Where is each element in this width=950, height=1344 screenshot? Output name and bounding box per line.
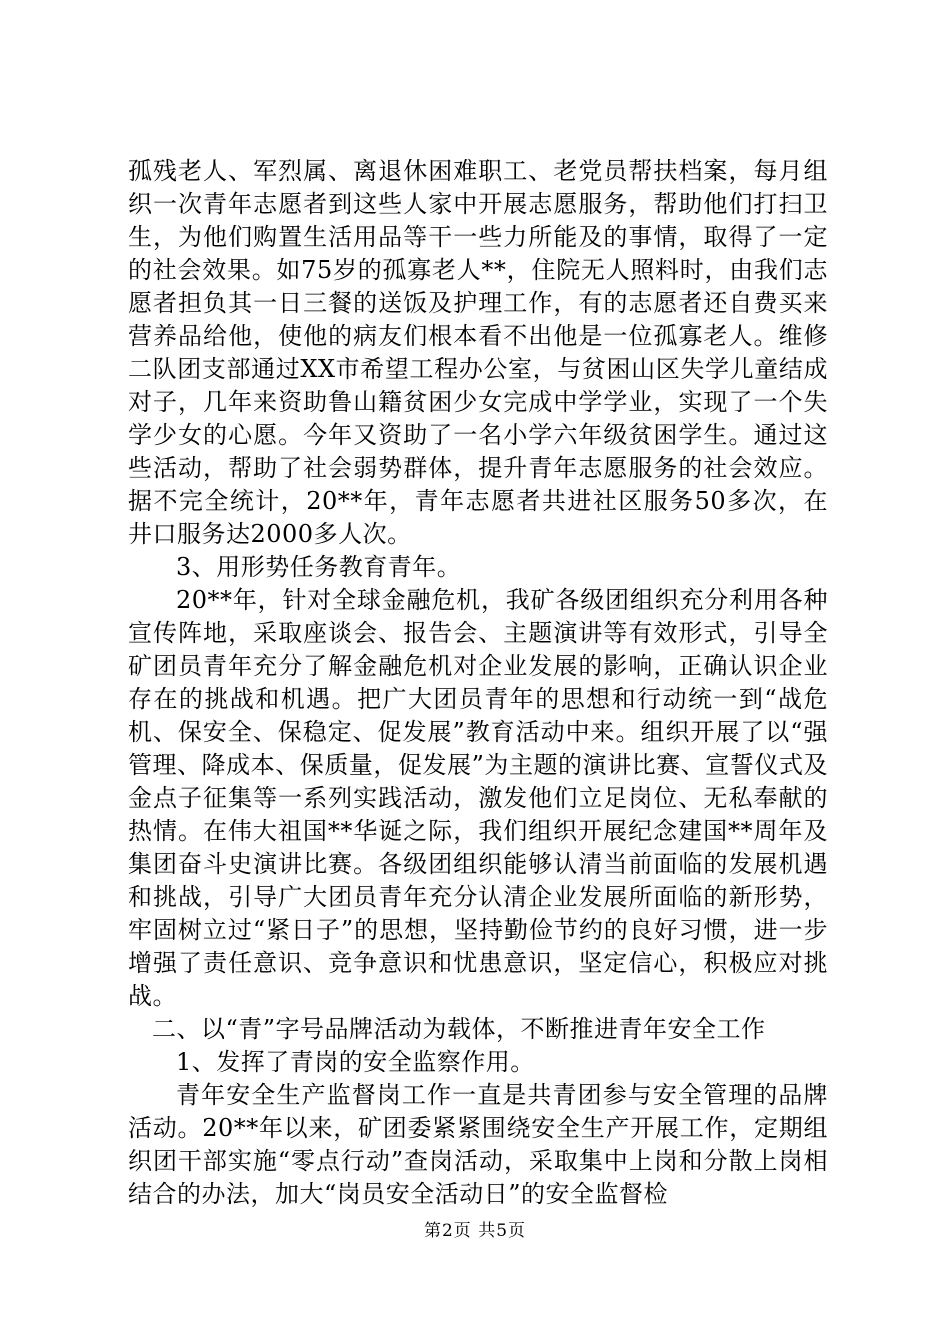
subheading-situation-education: 3、用形势任务教育青年。	[176, 553, 462, 581]
section-heading-youth-safety: 二、以“青”字号品牌活动为载体，不断推进青年安全工作	[152, 1015, 766, 1043]
page-number: 第2页 共5页	[423, 1221, 527, 1241]
paragraph-safety-post: 青年安全生产监督岗工作一直是共青团参与安全管理的品牌活动。20**年以来，矿团委紧紧围绕安全生产开展工作，定期组织团干部实施“零点行动”查岗活动，采取集中上岗和分散上岗相结合的办法，加大“岗员安全活动日”的安全监督检	[128, 1081, 828, 1208]
paragraph-financial-crisis: 20**年，针对全球金融危机，我矿各级团组织充分利用各种宣传阵地，采取座谈会、报告会、主题演讲等有效形式，引导全矿团员青年充分了解金融危机对企业发展的影响，正确认识企业存在的挑战和机遇。把广大团员青年的思想和行动统一到“战危机、保安全、保稳定、促发展”教育活动中来。组织开展了以“强管理、降成本、保质量，促发展”为主题的演讲比赛、宣誓仪式及金点子征集等一系列实践活动，激发他们立足岗位、无私奉献的热情。在伟大祖国**华诞之际，我们组织开展纪念建国**周年及集团奋斗史演讲比赛。各级团组织能够认清当前面临的发展机遇和挑战，引导广大团员青年充分认清企业发展所面临的新形势，牢固树立过“紧日子”的思想，坚持勤俭节约的良好习惯，进一步增强了责任意识、竞争意识和忧患意识，坚定信心，积极应对挑战。	[128, 586, 828, 1010]
subheading-safety-supervision: 1、发挥了青岗的安全监察作用。	[176, 1048, 535, 1076]
document-body	[128, 155, 828, 1211]
paragraph-volunteer-service: 孤残老人、军烈属、离退休困难职工、老党员帮扶档案，每月组织一次青年志愿者到这些人家中开展志愿服务，帮助他们打扫卫生，为他们购置生活用品等干一些力所能及的事情，取得了一定的社会效果。如75岁的孤寡老人**，住院无人照料时，由我们志愿者担负其一日三餐的送饭及护理工作，有的志愿者还自费买来营养品给他，使他的病友们根本看不出他是一位孤寡老人。维修二队团支部通过XX市希望工程办公室，与贫困山区失学儿童结成对子，几年来资助鲁山籍贫困少女完成中学学业，实现了一个失学少女的心愿。今年又资助了一名小学六年级贫困学生。通过这些活动，帮助了社会弱势群体，提升青年志愿服务的社会效应。据不完全统计，20**年，青年志愿者共进社区服务50多次，在井口服务达2000多人次。	[128, 157, 828, 548]
page-footer	[0, 1216, 950, 1241]
